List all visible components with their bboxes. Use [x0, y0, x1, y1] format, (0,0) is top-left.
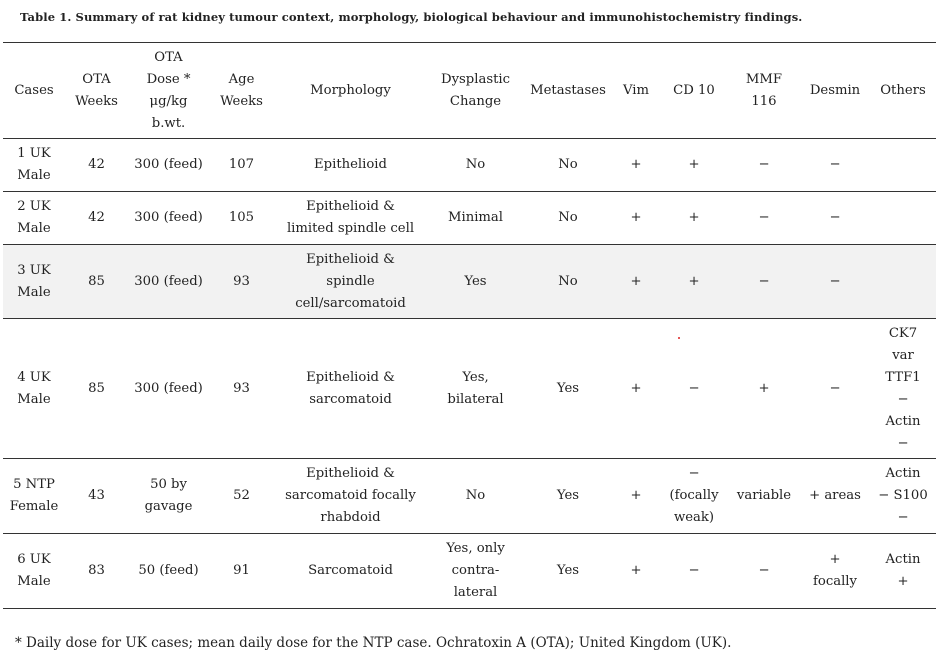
cell-line: +	[630, 488, 642, 503]
header-morphology	[274, 43, 427, 139]
cell-line: −	[688, 380, 700, 396]
cell-line: 93	[233, 273, 250, 289]
header-line: Others	[880, 82, 926, 98]
cell-line: lateral	[453, 585, 498, 600]
cell-mmf116	[728, 319, 800, 459]
cell-morphology	[274, 139, 427, 192]
cell-line: gavage	[144, 499, 193, 514]
cell-line: contra-	[451, 563, 500, 578]
cell-vim	[612, 245, 660, 319]
cell-cd10	[660, 319, 728, 459]
table-footnote: * Daily dose for UK cases; mean daily dose for the NTP case. Ochratoxin A (OTA); United Kingdom (UK).	[15, 635, 732, 651]
header-desmin	[800, 43, 870, 139]
cell-line: Yes, only	[446, 541, 505, 556]
cell-line: Yes,	[462, 369, 489, 385]
cell-others	[870, 245, 936, 319]
cell-morphology	[274, 534, 427, 609]
cell-line: −	[688, 466, 700, 481]
cell-line: +	[897, 574, 909, 589]
cell-line: 2 UK	[17, 199, 51, 214]
findings-table	[3, 42, 936, 609]
cell-line: sarcomatoid	[309, 391, 392, 407]
cell-line: Epithelioid &	[306, 199, 395, 214]
cell-dysplastic-change	[427, 245, 524, 319]
cell-line: Yes	[464, 273, 487, 289]
header-line: Age	[228, 71, 255, 87]
cell-line: −	[897, 435, 909, 451]
cell-vim	[612, 459, 660, 534]
cell-metastases	[524, 192, 612, 245]
cell-age-weeks	[209, 192, 274, 245]
cell-ota-dose	[128, 534, 209, 609]
header-mmf116	[728, 43, 800, 139]
cell-age-weeks	[209, 319, 274, 459]
cell-line: No	[465, 157, 486, 172]
cell-desmin	[800, 459, 870, 534]
cell-metastases	[524, 245, 612, 319]
cell-metastases	[524, 319, 612, 459]
cell-line: +	[630, 157, 642, 172]
cell-age-weeks	[209, 534, 274, 609]
cell-age-weeks	[209, 459, 274, 534]
cell-vim	[612, 319, 660, 459]
cell-cd10	[660, 139, 728, 192]
header-line: b.wt.	[151, 115, 186, 131]
cell-line: var	[892, 347, 914, 363]
cell-age-weeks	[209, 245, 274, 319]
cell-line: 93	[233, 380, 250, 396]
header-line: MMF	[745, 71, 783, 87]
cell-ota-weeks	[65, 245, 128, 319]
cell-line: (focally	[669, 488, 719, 503]
table-row	[3, 139, 936, 192]
cell-ota-weeks	[65, 319, 128, 459]
header-line: μg/kg	[149, 93, 188, 109]
cell-line: −	[829, 210, 841, 225]
cell-line: variable	[736, 488, 792, 503]
cell-line: Male	[17, 574, 51, 589]
cell-line: 50 by	[150, 477, 187, 492]
table-caption: Table 1. Summary of rat kidney tumour context, morphology, biological behaviour and immunohistochemistry findings.	[20, 10, 803, 24]
header-line: Vim	[622, 82, 649, 98]
header-metastases	[524, 43, 612, 139]
cell-desmin	[800, 319, 870, 459]
cell-ota-weeks	[65, 139, 128, 192]
cell-line: + areas	[809, 488, 861, 503]
header-line: 116	[751, 93, 777, 109]
cell-line: 1 UK	[17, 146, 51, 161]
cell-line: Male	[17, 391, 51, 407]
cell-line: +	[829, 552, 841, 567]
cell-desmin	[800, 534, 870, 609]
cell-line: Male	[17, 168, 51, 183]
table-body	[3, 139, 936, 609]
cell-line: +	[758, 380, 770, 396]
cell-line: No	[465, 488, 486, 503]
header-line: Metastases	[530, 82, 606, 98]
table-row	[3, 319, 936, 459]
cell-ota-dose	[128, 192, 209, 245]
cell-line: 83	[88, 563, 105, 578]
cell-line: focally	[813, 574, 857, 589]
cell-others	[870, 319, 936, 459]
cell-line: − S100	[878, 488, 928, 503]
table-row	[3, 534, 936, 609]
cell-others	[870, 459, 936, 534]
cell-line: −	[758, 563, 770, 578]
cell-line: +	[688, 273, 700, 289]
cell-line: Minimal	[447, 210, 504, 225]
cell-line: Sarcomatoid	[308, 563, 393, 578]
cell-line: Yes	[556, 563, 580, 578]
cell-line: spindle	[326, 273, 375, 289]
cell-line: Yes	[556, 488, 580, 503]
cell-line: Actin	[885, 466, 921, 481]
cell-line: +	[688, 157, 700, 172]
cell-mmf116	[728, 139, 800, 192]
cell-case	[3, 192, 65, 245]
header-line: Change	[449, 93, 502, 109]
cell-dysplastic-change	[427, 139, 524, 192]
cell-line: −	[897, 510, 909, 525]
cell-line: cell/sarcomatoid	[295, 295, 406, 311]
cell-line: limited spindle cell	[286, 221, 415, 236]
cell-line: −	[897, 391, 909, 407]
cell-vim	[612, 139, 660, 192]
cell-case	[3, 139, 65, 192]
table-row	[3, 245, 936, 319]
cell-line: CK7	[888, 325, 918, 341]
cell-line: 300 (feed)	[134, 157, 203, 172]
cell-metastases	[524, 534, 612, 609]
cell-metastases	[524, 459, 612, 534]
cell-line: weak)	[673, 510, 715, 525]
header-line: Weeks	[220, 93, 263, 109]
header-line: OTA	[82, 71, 111, 87]
cell-dysplastic-change	[427, 319, 524, 459]
stray-mark	[678, 337, 680, 339]
cell-desmin	[800, 245, 870, 319]
cell-line: +	[630, 210, 642, 225]
cell-dysplastic-change	[427, 459, 524, 534]
cell-case	[3, 534, 65, 609]
cell-line: 5 NTP	[13, 477, 55, 492]
cell-line: Actin	[885, 413, 921, 429]
cell-line: −	[829, 273, 841, 289]
cell-morphology	[274, 192, 427, 245]
cell-mmf116	[728, 245, 800, 319]
header-others	[870, 43, 936, 139]
header-line: Cases	[14, 82, 54, 98]
cell-line: 3 UK	[17, 262, 51, 278]
header-vim	[612, 43, 660, 139]
cell-line: +	[688, 210, 700, 225]
cell-age-weeks	[209, 139, 274, 192]
cell-morphology	[274, 319, 427, 459]
cell-vim	[612, 192, 660, 245]
cell-line: −	[829, 380, 841, 396]
cell-mmf116	[728, 534, 800, 609]
cell-line: 91	[233, 563, 250, 578]
cell-desmin	[800, 139, 870, 192]
cell-line: 300 (feed)	[134, 210, 203, 225]
table-row	[3, 459, 936, 534]
cell-dysplastic-change	[427, 534, 524, 609]
cell-line: +	[630, 563, 642, 578]
cell-ota-dose	[128, 459, 209, 534]
cell-line: 52	[233, 488, 250, 503]
header-line: Morphology	[310, 82, 391, 98]
cell-cd10	[660, 534, 728, 609]
cell-line: No	[558, 273, 578, 289]
cell-line: 50 (feed)	[138, 563, 199, 578]
cell-others	[870, 192, 936, 245]
cell-line: 300 (feed)	[134, 273, 203, 289]
cell-cd10	[660, 245, 728, 319]
cell-ota-weeks	[65, 459, 128, 534]
cell-line: −	[688, 563, 700, 578]
cell-line: Male	[17, 221, 51, 236]
header-line: Desmin	[809, 82, 861, 98]
cell-line: No	[558, 157, 578, 172]
cell-mmf116	[728, 459, 800, 534]
cell-line: −	[758, 157, 770, 172]
cell-vim	[612, 534, 660, 609]
cell-cd10	[660, 192, 728, 245]
cell-line: 85	[88, 380, 105, 396]
header-ota-dose	[128, 43, 209, 139]
cell-line: TTF1	[885, 369, 921, 385]
cell-ota-dose	[128, 139, 209, 192]
cell-case	[3, 459, 65, 534]
cell-case	[3, 245, 65, 319]
header-line: Weeks	[75, 93, 118, 109]
cell-line: Epithelioid	[314, 157, 387, 172]
cell-line: bilateral	[447, 391, 504, 407]
cell-line: 85	[88, 273, 105, 289]
cell-line: −	[758, 273, 770, 289]
cell-mmf116	[728, 192, 800, 245]
cell-line: 42	[88, 210, 105, 225]
cell-cd10	[660, 459, 728, 534]
cell-ota-weeks	[65, 192, 128, 245]
header-dysplastic-change	[427, 43, 524, 139]
cell-case	[3, 319, 65, 459]
cell-line: 43	[88, 488, 105, 503]
cell-morphology	[274, 245, 427, 319]
cell-line: Epithelioid &	[306, 251, 395, 267]
header-line: Dose *	[146, 71, 191, 87]
cell-line: Yes	[556, 380, 580, 396]
cell-line: Male	[17, 284, 51, 300]
cell-line: −	[829, 157, 841, 172]
header-cases	[3, 43, 65, 139]
header-ota-weeks	[65, 43, 128, 139]
cell-line: Female	[9, 499, 59, 514]
cell-line: rhabdoid	[320, 510, 381, 525]
cell-others	[870, 139, 936, 192]
cell-line: 42	[88, 157, 105, 172]
header-line: OTA	[154, 49, 183, 65]
cell-line: 300 (feed)	[134, 380, 203, 396]
cell-ota-dose	[128, 245, 209, 319]
table-header-row	[3, 43, 936, 139]
cell-line: 4 UK	[17, 369, 51, 385]
cell-dysplastic-change	[427, 192, 524, 245]
cell-metastases	[524, 139, 612, 192]
cell-line: sarcomatoid focally	[285, 488, 416, 503]
header-age-weeks	[209, 43, 274, 139]
cell-line: −	[758, 210, 770, 225]
cell-ota-weeks	[65, 534, 128, 609]
cell-desmin	[800, 192, 870, 245]
cell-line: 6 UK	[17, 552, 51, 567]
cell-ota-dose	[128, 319, 209, 459]
cell-line: 105	[228, 210, 255, 225]
cell-others	[870, 534, 936, 609]
cell-line: No	[558, 210, 578, 225]
cell-morphology	[274, 459, 427, 534]
cell-line: +	[630, 273, 642, 289]
header-cd10	[660, 43, 728, 139]
cell-line: Epithelioid &	[306, 466, 395, 481]
header-line: CD 10	[673, 82, 715, 98]
header-line: Dysplastic	[441, 71, 510, 87]
table-row	[3, 192, 936, 245]
cell-line: 107	[228, 157, 255, 172]
cell-line: Actin	[885, 552, 921, 567]
cell-line: +	[630, 380, 642, 396]
cell-line: Epithelioid &	[306, 369, 395, 385]
